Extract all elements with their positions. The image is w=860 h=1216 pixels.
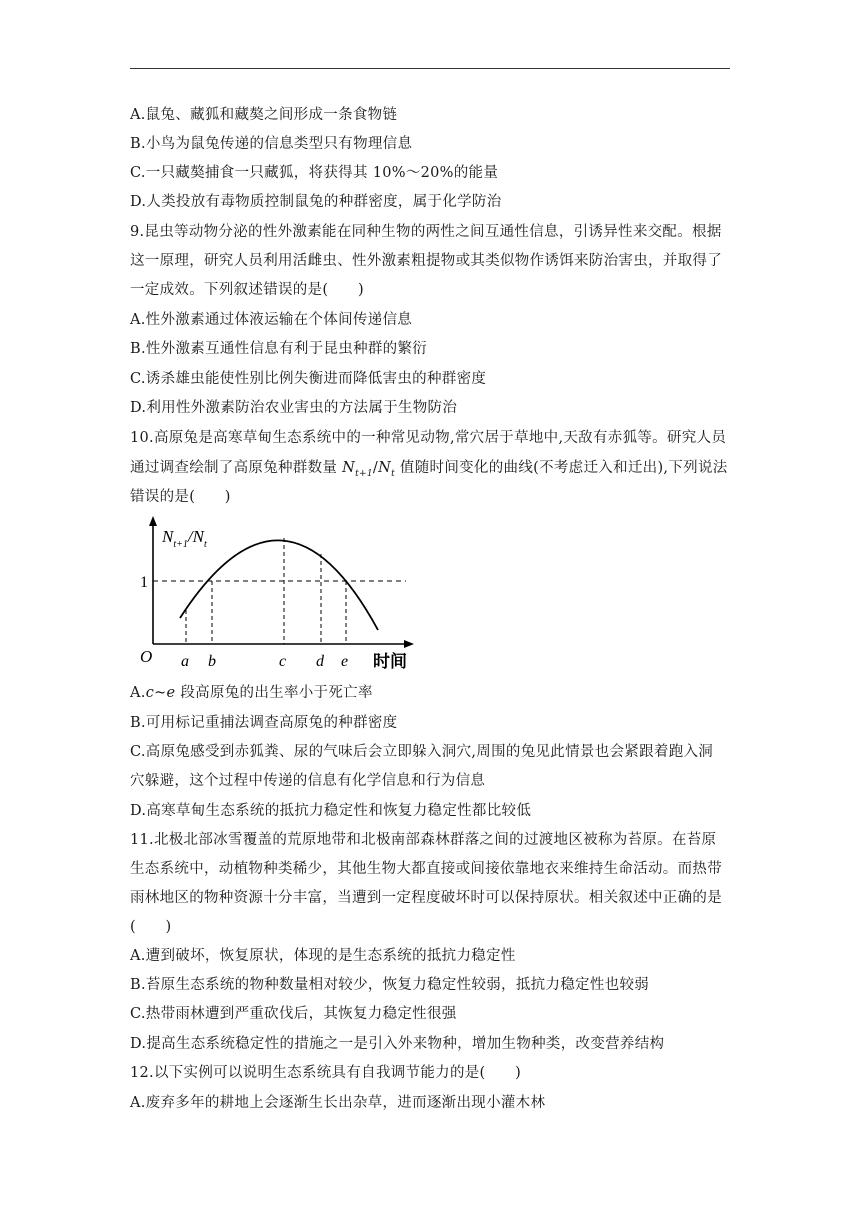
x-axis-arrow [404, 640, 414, 648]
x-tick-d: d [316, 653, 324, 670]
option-10c-line-2: 穴躲避，这个过程中传递的信息有化学信息和行为信息 [130, 773, 486, 789]
option-9b: B.性外激素互通性信息有利于昆虫种群的繁衍 [130, 341, 428, 357]
y-axis-label: $N_{t+1}/N_t$ [162, 527, 207, 550]
option-10c-line-1: C.高原兔感受到赤狐粪、尿的气味后会立即躲入洞穴,周围的兔见此情景也会紧跟着跑入洞 [130, 744, 714, 760]
question-11-line-3: 雨林地区的物种资源十分丰富，当遭到一定程度破坏时可以保持原状。相关叙述中正确的是 [130, 890, 722, 906]
question-12: 12.以下实例可以说明生态系统具有自我调节能力的是( ) [130, 1065, 522, 1081]
option-11a: A.遭到破坏，恢复原状，体现的是生态系统的抵抗力稳定性 [130, 948, 516, 964]
option-11d: D.提高生态系统稳定性的措施之一是引入外来物种，增加生物种类，改变营养结构 [130, 1036, 665, 1052]
x-tick-b: b [208, 653, 216, 670]
origin-label: O [140, 647, 153, 666]
question-10-line-1: 10.高原兔是高寒草甸生态系统中的一种常见动物,常穴居于草地中,天敌有赤狐等。研究人员 [130, 430, 727, 446]
option-8a: A.鼠兔、藏狐和藏獒之间形成一条食物链 [130, 107, 398, 123]
ratio-curve [180, 540, 378, 630]
question-11-line-4: ( ) [130, 919, 172, 935]
x-tick-a: a [181, 653, 189, 670]
option-10a: A.c~e 段高原兔的出生率小于死亡率 [130, 685, 373, 701]
question-9-line-1: 9.昆虫等动物分泌的性外激素能在同种生物的两性之间互通性信息，引诱异性来交配。根据 [130, 224, 722, 240]
question-10-line-3: 错误的是( ) [130, 489, 231, 505]
option-12a: A.废弃多年的耕地上会逐渐生长出杂草，进而逐渐出现小灌木林 [130, 1095, 546, 1111]
question-10-line-2: 通过调查绘制了高原兔种群数量 $N_{t+1}/N_t$ 值随时间变化的曲线(不考虑迁入和迁出),下列说法 [130, 460, 728, 479]
option-9c: C.诱杀雄虫能使性别比例失衡进而降低害虫的种群密度 [130, 371, 487, 387]
option-10d: D.高寒草甸生态系统的抵抗力稳定性和恢复力稳定性都比较低 [130, 803, 532, 819]
option-11b: B.苔原生态系统的物种数量相对较少，恢复力稳定性较弱，抵抗力稳定性也较弱 [130, 977, 650, 993]
header-rule [130, 68, 730, 69]
y-axis-arrow [149, 516, 157, 526]
population-ratio-figure [140, 514, 420, 676]
option-8b: B.小鸟为鼠兔传递的信息类型只有物理信息 [130, 136, 413, 152]
question-9-line-2: 这一原理，研究人员利用活雌虫、性外激素粗提物或其类似物作诱饵来防治害虫，并取得了 [130, 253, 722, 269]
question-9-line-3: 一定成效。下列叙述错误的是( ) [130, 282, 364, 298]
option-9d: D.利用性外激素防治农业害虫的方法属于生物防治 [130, 400, 458, 416]
x-axis-label: 时间 [373, 652, 407, 671]
option-8d: D.人类投放有毒物质控制鼠兔的种群密度，属于化学防治 [130, 194, 502, 210]
x-tick-e: e [341, 653, 349, 670]
option-8c: C.一只藏獒捕食一只藏狐，将获得其 10%～20%的能量 [130, 165, 499, 181]
y-tick-1: 1 [140, 574, 148, 591]
question-11-line-2: 生态系统中，动植物种类稀少，其他生物大都直接或间接依靠地衣来维持生命活动。而热带 [130, 861, 722, 877]
option-9a: A.性外激素通过体液运输在个体间传递信息 [130, 312, 413, 328]
x-tick-c: c [279, 653, 287, 670]
question-11-line-1: 11.北极北部冰雪覆盖的荒原地带和北极南部森林群落之间的过渡地区被称为苔原。在苔原 [130, 832, 717, 848]
option-10b: B.可用标记重捕法调查高原兔的种群密度 [130, 715, 398, 731]
option-11c: C.热带雨林遭到严重砍伐后，其恢复力稳定性很强 [130, 1006, 457, 1022]
